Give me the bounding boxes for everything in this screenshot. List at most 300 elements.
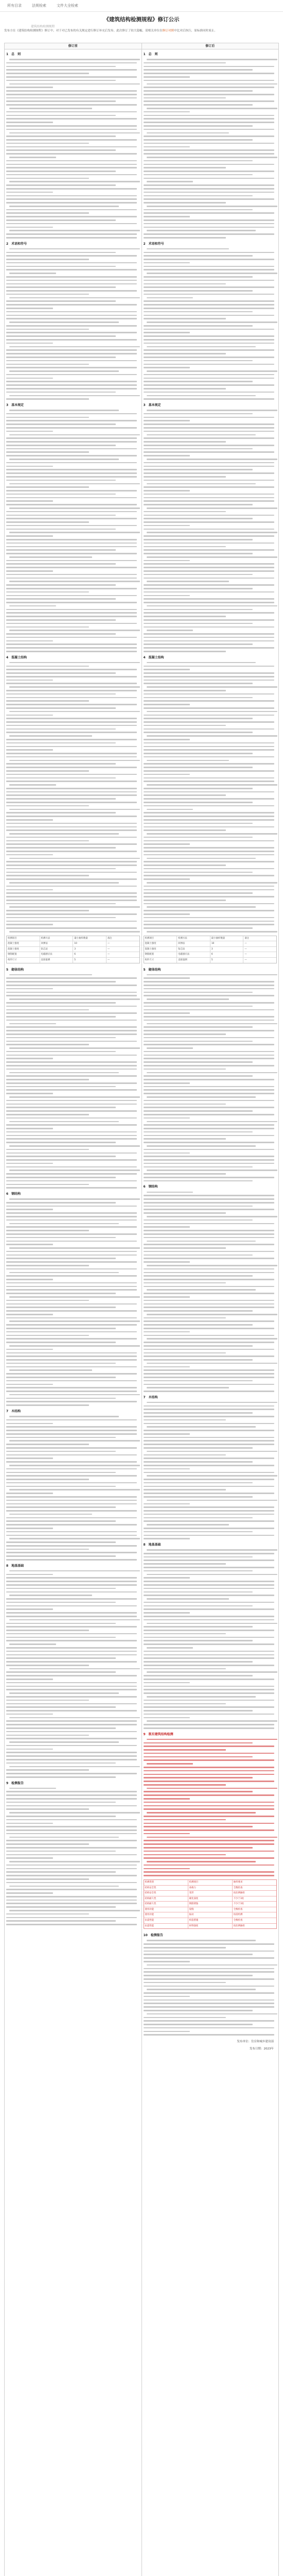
text-line: [144, 1588, 274, 1589]
text-line: [6, 591, 89, 593]
text-line: [144, 1584, 274, 1586]
text-line: [147, 1598, 229, 1600]
text-line: [144, 192, 274, 193]
text-line: [6, 227, 53, 228]
text-line: [144, 1781, 274, 1782]
text-line: [144, 798, 274, 800]
table-cell: —: [244, 959, 247, 961]
after-column: [142, 49, 279, 2576]
text-line: [6, 567, 137, 568]
text-line: [144, 1226, 190, 1228]
section-heading: 6 钢结构: [143, 1185, 158, 1189]
text-line: [6, 770, 89, 772]
text-line: [6, 872, 137, 873]
text-line: [144, 683, 253, 684]
text-line: [6, 680, 53, 681]
text-line: [144, 826, 274, 828]
text-line: [144, 1086, 274, 1088]
text-line: [6, 1868, 137, 1870]
text-line: [6, 259, 89, 260]
text-line: [6, 494, 116, 495]
text-line: [144, 472, 274, 474]
text-line: [144, 219, 274, 221]
text-line: [144, 1847, 253, 1849]
text-line: [6, 781, 137, 782]
text-line: [144, 1770, 274, 1772]
text-line: [9, 370, 119, 372]
text-line: [9, 1121, 119, 1123]
text-line: [6, 455, 137, 456]
text-line: [147, 297, 193, 299]
text-line: [144, 1668, 226, 1670]
text-line: [144, 437, 274, 439]
text-line: [147, 711, 277, 713]
text-line: [6, 480, 116, 481]
intro-highlight-link[interactable]: 修订对照: [162, 29, 174, 32]
text-line: [6, 472, 137, 474]
text-line: [144, 1440, 274, 1442]
text-line: [147, 2013, 277, 2015]
text-line: [6, 129, 137, 130]
text-line: [144, 111, 190, 113]
text-line: [144, 749, 274, 751]
text-line: [6, 981, 116, 982]
text-line: [144, 1954, 253, 1955]
text-line: [6, 164, 137, 165]
text-line: [144, 1727, 274, 1729]
table-cell: 6: [73, 952, 107, 957]
text-line: [144, 1531, 253, 1533]
text-line: [6, 1675, 137, 1676]
section-heading: 4 混凝土结构: [143, 655, 164, 659]
text-line: [6, 466, 53, 467]
text-line: [6, 1871, 116, 1873]
text-line: [6, 1268, 137, 1270]
text-line: [144, 1843, 274, 1845]
text-line: [6, 198, 137, 200]
text-line: [9, 1514, 92, 1515]
table-cell: 检测项目: [7, 936, 40, 941]
text-line: [144, 1006, 253, 1007]
text-line: [144, 1503, 190, 1505]
text-line: [6, 504, 137, 505]
text-line: [144, 497, 274, 499]
text-line: [144, 381, 253, 382]
text-line: [9, 532, 140, 533]
text-line: [6, 1135, 137, 1137]
text-line: [6, 1423, 53, 1425]
text-line: [144, 917, 274, 919]
text-line: [6, 767, 137, 768]
section-heading: 10 检测报告: [143, 1934, 163, 1938]
text-line: [144, 1706, 274, 1708]
text-line: [144, 2020, 274, 2022]
table-cell: 变形: [188, 1891, 233, 1896]
text-line: [144, 420, 190, 421]
text-line: [144, 1142, 274, 1143]
table-cell: 全数检查: [233, 1908, 243, 1911]
text-line: [147, 248, 229, 250]
section-heading: 2 术语和符号: [6, 242, 27, 246]
text-line: [6, 1142, 116, 1143]
text-line: [147, 1788, 277, 1789]
text-line: [6, 1598, 137, 1600]
text-line: [6, 1549, 89, 1550]
table-cell: 按需检测: [233, 1913, 243, 1917]
text-line: [144, 812, 274, 814]
text-line: [147, 1072, 277, 1074]
text-line: [6, 549, 116, 551]
nav-item-all[interactable]: 所有目录: [7, 4, 22, 8]
text-line: [6, 1745, 137, 1747]
text-line: [6, 1865, 137, 1866]
text-line: [6, 1041, 137, 1042]
table-row: [144, 1912, 277, 1918]
header-before: 修订前: [5, 43, 142, 49]
text-line: [144, 1058, 274, 1059]
text-line: [6, 315, 137, 316]
text-line: [147, 1623, 277, 1624]
text-line: [144, 1767, 274, 1768]
text-line: [6, 1735, 89, 1736]
text-line: [6, 212, 89, 214]
table-cell: 材料强度: [188, 1924, 233, 1929]
text-line: [6, 777, 116, 779]
section-heading: 9 既有建筑结构检测: [143, 1732, 173, 1736]
text-line: [6, 900, 137, 901]
text-line: [144, 1444, 274, 1445]
table-cell: 备注: [107, 937, 112, 940]
text-line: [147, 1402, 277, 1403]
table-cell: 10: [73, 941, 107, 946]
text-line: [144, 1643, 274, 1645]
table-cell: —: [107, 959, 110, 961]
text-line: [144, 1612, 190, 1614]
before-column: [5, 49, 142, 2576]
text-line: [144, 1296, 190, 1298]
text-line: [144, 1982, 226, 1984]
text-line: [6, 1654, 137, 1656]
text-line: [6, 332, 137, 333]
text-line: [6, 788, 137, 789]
text-line: [144, 462, 274, 464]
table-cell: 直接量测: [177, 958, 210, 963]
text-line: [144, 903, 274, 905]
text-line: [144, 1135, 274, 1137]
text-line: [144, 539, 253, 540]
text-line: [144, 171, 274, 172]
text-line: [6, 927, 137, 929]
text-line: [6, 80, 116, 81]
text-line: [144, 921, 274, 922]
text-line: [6, 1117, 137, 1119]
text-line: [147, 132, 229, 134]
table-cell: 检测类别: [144, 1880, 188, 1885]
text-line: [144, 704, 190, 705]
text-line: [144, 1854, 226, 1856]
text-line: [6, 1114, 89, 1115]
text-line: [6, 574, 137, 575]
text-line: [144, 1805, 274, 1807]
text-line: [144, 669, 190, 670]
text-line: [6, 1373, 137, 1375]
text-line: [144, 1093, 274, 1094]
text-line: [6, 1584, 137, 1586]
text-line: [144, 1717, 190, 1719]
table-cell: 钢筋锈蚀: [188, 1902, 233, 1907]
text-line: [144, 767, 253, 768]
text-line: [6, 431, 53, 432]
text-line: [144, 1682, 190, 1684]
text-line: [144, 1968, 274, 1970]
text-line: [144, 1538, 190, 1539]
text-line: [144, 1791, 253, 1792]
table-cell: 混凝土强度: [144, 947, 178, 952]
text-line: [144, 521, 274, 523]
text-line: [6, 1110, 137, 1112]
table-cell: 检测方法: [177, 936, 210, 941]
text-line: [144, 1871, 274, 1873]
text-line: [6, 539, 137, 540]
text-line: [144, 1138, 226, 1140]
table-cell: 按比例抽检: [233, 1892, 245, 1895]
text-line: [6, 612, 137, 614]
inline-table: [6, 936, 140, 963]
page-title: 《建筑结构检测规程》修订公示: [103, 16, 180, 23]
text-line: [144, 633, 274, 635]
text-line: [6, 233, 137, 235]
text-line: [144, 1616, 274, 1617]
text-line: [9, 108, 92, 109]
text-line: [147, 206, 277, 207]
text-line: [9, 1198, 140, 1200]
text-line: [6, 1138, 137, 1140]
text-line: [9, 630, 140, 631]
text-line: [6, 1605, 137, 1607]
text-line: [6, 160, 137, 162]
intro-paragraph: [4, 29, 279, 33]
text-line: [144, 851, 274, 852]
text-line: [144, 1816, 274, 1817]
text-line: [144, 777, 274, 779]
table-cell: —: [244, 953, 247, 956]
text-line: [6, 174, 137, 176]
text-line: [6, 1216, 137, 1217]
text-line: [6, 637, 137, 638]
text-line: [144, 135, 274, 137]
section-heading: 3 基本规定: [143, 403, 161, 407]
text-line: [144, 259, 274, 260]
text-line: [6, 616, 137, 617]
text-line: [6, 237, 137, 239]
text-line: [9, 83, 140, 85]
text-line: [144, 1065, 274, 1066]
text-line: [144, 553, 253, 554]
text-line: [9, 1320, 140, 1322]
text-line: [144, 1686, 274, 1687]
text-line: [144, 781, 274, 782]
text-line: [144, 854, 274, 856]
text-line: [6, 294, 89, 295]
text-line: [144, 1517, 253, 1519]
text-line: [144, 1352, 226, 1354]
table-cell: 电磁感应法: [40, 952, 74, 957]
text-line: [144, 2017, 226, 2019]
text-line: [6, 693, 116, 695]
text-line: [144, 1437, 274, 1438]
text-line: [144, 1745, 274, 1747]
text-line: [6, 1401, 137, 1402]
nav-item-regulations[interactable]: 法规检索: [32, 4, 46, 8]
text-line: [144, 1310, 253, 1312]
text-line: [144, 1651, 274, 1652]
text-line: [6, 1819, 137, 1821]
text-line: [144, 153, 274, 155]
text-line: [144, 1826, 253, 1827]
text-line: [144, 1468, 190, 1470]
text-line: [6, 829, 137, 831]
header-after: 修订后: [205, 44, 215, 48]
text-line: [144, 588, 253, 589]
text-line: [147, 605, 277, 607]
section-heading: 9 检测报告: [6, 1781, 24, 1785]
text-line: [6, 1419, 137, 1421]
text-line: [6, 1616, 137, 1617]
text-line: [6, 529, 116, 530]
text-line: [144, 398, 274, 400]
text-line: [6, 1482, 137, 1484]
text-line: [9, 1247, 140, 1249]
text-line: [144, 868, 274, 870]
text-line: [6, 1447, 137, 1449]
text-line: [6, 388, 137, 389]
text-line: [6, 595, 137, 597]
text-line: [144, 1033, 226, 1035]
comparison-table: [4, 43, 279, 2576]
text-line: [6, 219, 116, 221]
text-line: [144, 1359, 253, 1361]
nav-item-documents[interactable]: 文件大全检索: [57, 4, 78, 8]
text-line: [144, 1153, 190, 1154]
text-line: [144, 700, 274, 702]
text-line: [9, 998, 140, 1000]
text-line: [6, 847, 116, 849]
text-line: [6, 1293, 116, 1294]
text-line: [6, 791, 137, 793]
text-line: [144, 476, 226, 478]
text-line: [144, 739, 190, 740]
text-line: [6, 1089, 137, 1091]
text-line: [144, 1328, 274, 1329]
text-line: [144, 1030, 274, 1031]
text-line: [6, 1355, 137, 1357]
table-cell: 承载力: [188, 1886, 233, 1891]
text-line: [9, 459, 119, 460]
table-cell: 混凝土强度: [7, 941, 40, 946]
text-line: [6, 819, 53, 821]
text-line: [6, 1426, 137, 1428]
text-line: [6, 1686, 137, 1687]
text-line: [144, 1556, 253, 1558]
text-line: [9, 858, 140, 859]
text-line: [6, 1475, 137, 1477]
text-line: [144, 1233, 274, 1235]
text-line: [144, 216, 190, 217]
doc-meta: 建筑结构检测规程: [31, 25, 55, 28]
text-line: [144, 1373, 274, 1375]
text-line: [144, 455, 190, 456]
text-line: [6, 1896, 137, 1897]
text-line: [6, 1731, 137, 1733]
text-line: [6, 202, 137, 204]
text-line: [144, 1654, 274, 1656]
text-line: [144, 1020, 274, 1021]
text-line: [144, 118, 274, 120]
text-line: [6, 1433, 137, 1435]
table-row: [144, 952, 277, 958]
text-line: [144, 1219, 253, 1221]
text-line: [6, 1496, 137, 1498]
text-line: [144, 598, 274, 600]
text-line: [144, 1875, 274, 1876]
text-line: [6, 1044, 89, 1045]
table-cell: 5: [210, 958, 244, 963]
text-line: [6, 878, 137, 880]
table-cell: 混凝土强度: [7, 947, 40, 952]
text-line: [6, 985, 137, 986]
text-line: [6, 1458, 53, 1459]
text-line: [6, 1906, 116, 1908]
text-line: [144, 1605, 253, 1607]
table-cell: 结构安全性: [144, 1886, 188, 1891]
text-line: [144, 927, 253, 929]
text-line: [6, 343, 53, 344]
text-line: [144, 626, 274, 628]
text-line: [6, 360, 137, 362]
intro-tail: 中比对后执行，原标准同时废止。: [174, 29, 217, 32]
text-line: [6, 1535, 137, 1536]
table-row: [144, 1902, 277, 1907]
text-line: [144, 1342, 274, 1343]
text-line: [6, 1159, 137, 1161]
text-line: [147, 1861, 256, 1862]
text-line: [9, 206, 119, 207]
text-line: [9, 507, 140, 509]
text-line: [6, 1303, 137, 1305]
text-line: [6, 584, 116, 586]
text-line: [144, 1380, 253, 1382]
text-line: [144, 756, 274, 758]
text-line: [144, 693, 274, 695]
text-line: [147, 1170, 277, 1171]
text-line: [6, 732, 137, 733]
text-line: [144, 1479, 274, 1480]
text-line: [147, 1265, 277, 1266]
text-line: [144, 431, 274, 432]
text-line: [144, 2027, 274, 2029]
text-line: [6, 805, 89, 807]
text-line: [144, 266, 274, 267]
text-line: [144, 977, 190, 979]
text-line: [144, 1759, 274, 1761]
text-line: [144, 1829, 274, 1831]
text-line: [147, 181, 193, 182]
text-line: [144, 223, 274, 225]
text-line: [144, 1114, 274, 1115]
text-line: [6, 311, 137, 313]
text-line: [6, 802, 137, 803]
text-line: [144, 233, 274, 235]
